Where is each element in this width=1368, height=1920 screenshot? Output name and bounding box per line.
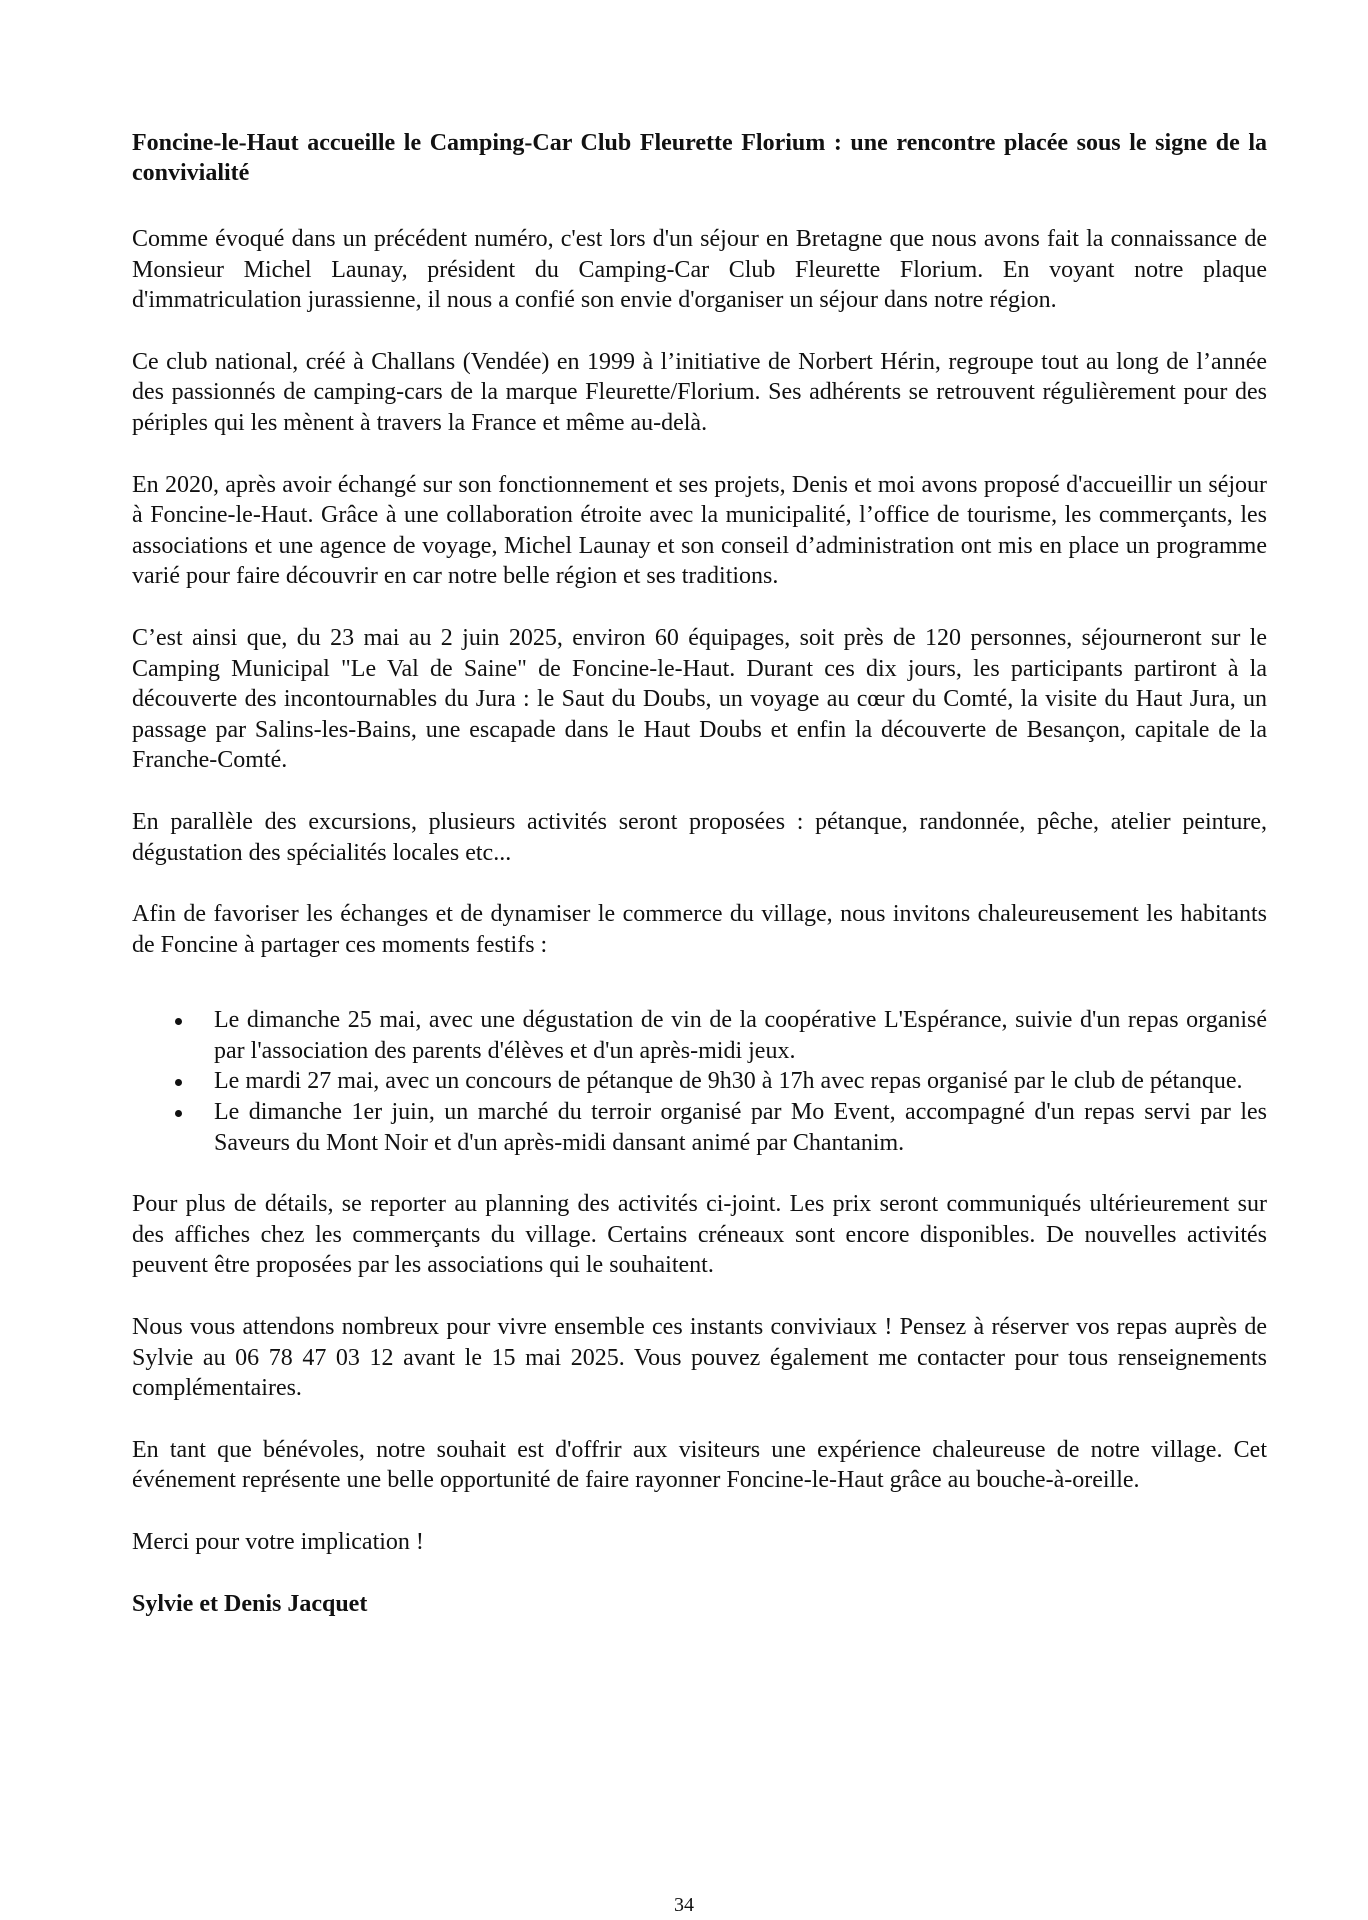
paragraph-thanks: Merci pour votre implication ! xyxy=(132,1529,424,1555)
paragraph-details: Pour plus de détails, se reporter au planning des activités ci-joint. Les prix seront communiqués ultérieurement sur des affiches chez les commerçants du village. Certains créneaux sont encore disponibles. De nouvelles activités peuvent être proposées par les associations qui le souhaitent. xyxy=(132,1191,1267,1279)
events-list xyxy=(132,1005,1267,1158)
paragraph-volunteers: En tant que bénévoles, notre souhait est d'offrir aux visiteurs une expérience chaleureuse de notre village. Cet événement représente une belle opportunité de faire rayonner Foncine-le-Haut grâce au bouche-à-oreille. xyxy=(132,1436,1267,1494)
event-text-tuesday-27: Le mardi 27 mai, avec un concours de pétanque de 9h30 à 17h avec repas organisé par le club de pétanque. xyxy=(214,1068,1243,1095)
list-item xyxy=(132,1066,1267,1097)
event-text-sunday-1: Le dimanche 1er juin, un marché du terroir organisé par Mo Event, accompagné d'un repas servi par les Saveurs du Mont Noir et d'un après-midi dansant animé par Chantanim. xyxy=(214,1099,1267,1156)
event-text-sunday-25: Le dimanche 25 mai, avec une dégustation de vin de la coopérative L'Espérance, suivie d'un repas organisé par l'association des parents d'élèves et d'un après-midi jeux. xyxy=(214,1007,1267,1064)
bullet-icon xyxy=(175,1079,182,1086)
bullet-icon xyxy=(175,1110,182,1117)
paragraph-activities: En parallèle des excursions, plusieurs activités seront proposées : pétanque, randonnée, pêche, atelier peinture, dégustation des spécialités locales etc... xyxy=(132,808,1267,866)
paragraph-history: En 2020, après avoir échangé sur son fonctionnement et ses projets, Denis et moi avons proposé d'accueillir un séjour à Foncine-le-Haut. Grâce à une collaboration étroite avec la municipalité, l’office de tourisme, les commerçants, les associations et une agence de voyage, Michel Launay et son conseil d’administration ont mis en place un programme varié pour faire découvrir en car notre belle région et ses traditions. xyxy=(132,471,1267,590)
paragraph-programme: C’est ainsi que, du 23 mai au 2 juin 2025, environ 60 équipages, soit près de 120 personnes, séjourneront sur le Camping Municipal "Le Val de Saine" de Foncine-le-Haut. Durant ces dix jours, les participants partiront à la découverte des incontournables du Jura : le Saut du Doubs, un voyage au cœur du Comté, la visite du Haut Jura, un passage par Salins-les-Bains, une escapade dans le Haut Doubs et enfin la découverte de Besançon, capitale de la Franche-Comté. xyxy=(132,624,1267,774)
paragraph-club: Ce club national, créé à Challans (Vendée) en 1999 à l’initiative de Norbert Hérin, regroupe tout au long de l’année des passionnés de camping-cars de la marque Fleurette/Florium. Ses adhérents se retrouvent régulièrement pour des périples qui les mènent à travers la France et même au-delà. xyxy=(132,348,1267,436)
list-item xyxy=(132,1005,1267,1066)
list-item xyxy=(132,1097,1267,1158)
article-title: Foncine-le-Haut accueille le Camping-Car Club Fleurette Florium : une rencontre placée sous le signe de la convivialité xyxy=(132,130,1267,186)
paragraph-intro: Comme évoqué dans un précédent numéro, c'est lors d'un séjour en Bretagne que nous avons fait la connaissance de Monsieur Michel Launay, président du Camping-Car Club Fleurette Florium. En voyant notre plaque d'immatriculation jurassienne, il nous a confié son envie d'organiser un séjour dans notre région. xyxy=(132,226,1267,314)
page-number: 34 xyxy=(674,1894,694,1916)
article xyxy=(132,128,1267,1619)
signature: Sylvie et Denis Jacquet xyxy=(132,1590,368,1617)
bullet-icon xyxy=(175,1018,182,1025)
paragraph-invitation: Afin de favoriser les échanges et de dynamiser le commerce du village, nous invitons chaleureusement les habitants de Foncine à partager ces moments festifs : xyxy=(132,901,1267,958)
paragraph-reservation: Nous vous attendons nombreux pour vivre ensemble ces instants conviviaux ! Pensez à réserver vos repas auprès de Sylvie au 06 78 47 03 12 avant le 15 mai 2025. Vous pouvez également me contacter pour tous renseignements complémentaires. xyxy=(132,1314,1267,1402)
